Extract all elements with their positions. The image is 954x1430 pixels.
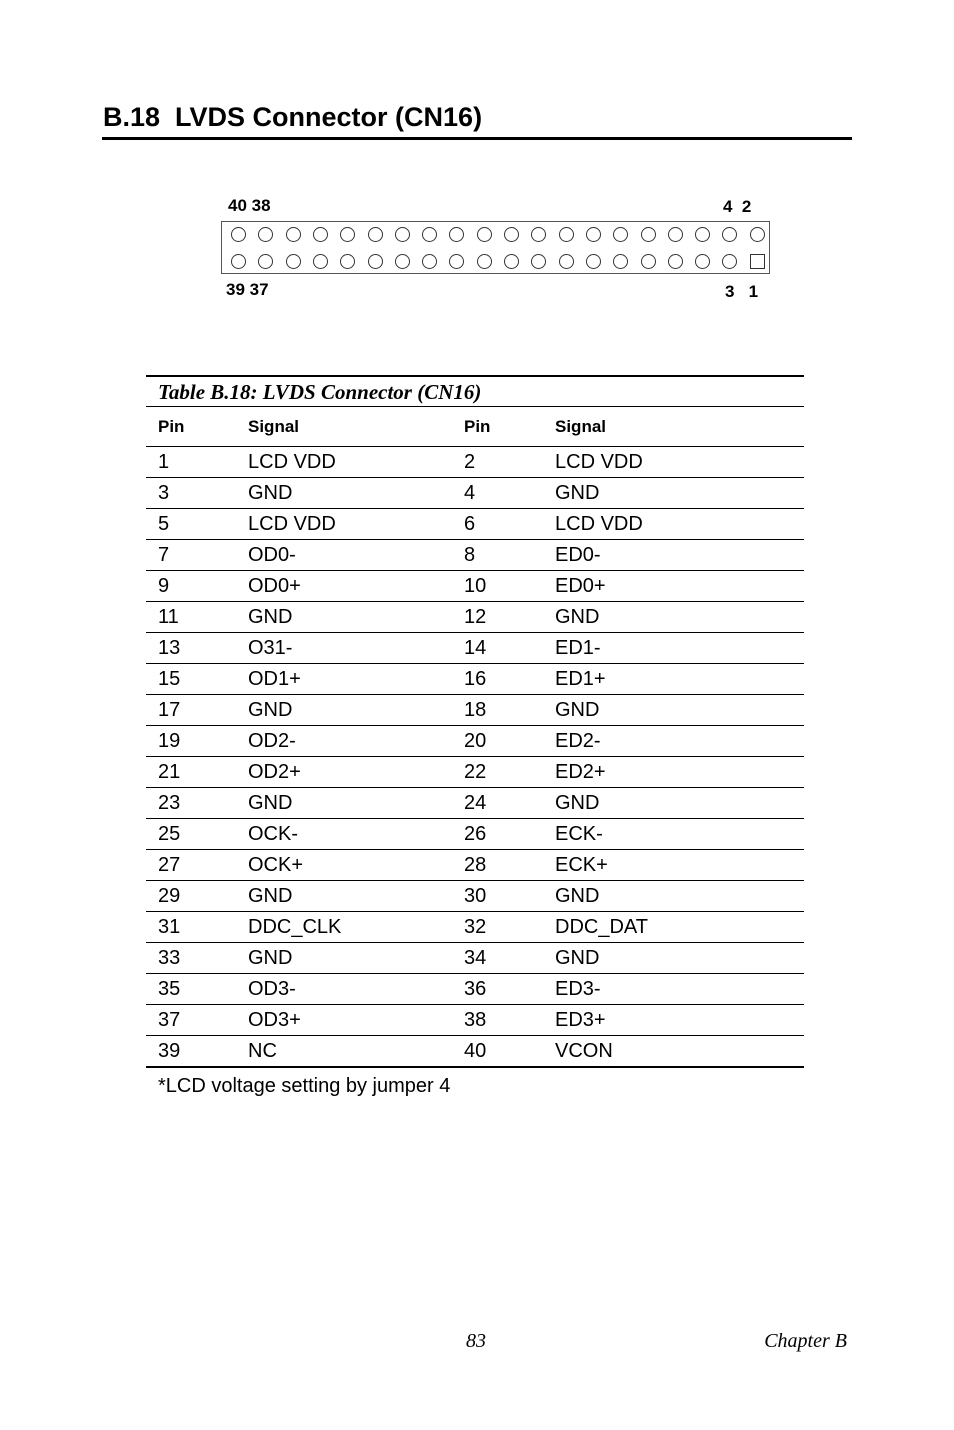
table-row xyxy=(146,850,804,881)
connector-pin xyxy=(340,254,355,269)
signal-name: GND xyxy=(236,943,452,974)
table-row xyxy=(146,974,804,1005)
pin-number: 34 xyxy=(452,943,543,974)
signal-name: ED1+ xyxy=(543,664,804,695)
table-row xyxy=(146,509,804,540)
pin-number: 13 xyxy=(146,633,236,664)
signal-name: DDC_CLK xyxy=(236,912,452,943)
pin-number: 33 xyxy=(146,943,236,974)
table-caption: Table B.18: LVDS Connector (CN16) xyxy=(146,375,804,407)
table-row xyxy=(146,447,804,478)
signal-name: ECK- xyxy=(543,819,804,850)
connector-pin xyxy=(668,227,683,242)
connector-pin xyxy=(641,227,656,242)
pin-table-container xyxy=(146,375,804,1068)
signal-name: ED0+ xyxy=(543,571,804,602)
pin-number: 15 xyxy=(146,664,236,695)
connector-pin xyxy=(395,254,410,269)
pin-number: 37 xyxy=(146,1005,236,1036)
pin-number: 9 xyxy=(146,571,236,602)
header-signal: Signal xyxy=(236,407,452,447)
connector-pin xyxy=(531,254,546,269)
connector-pin xyxy=(613,227,628,242)
signal-name: LCD VDD xyxy=(236,447,452,478)
signal-name: VCON xyxy=(543,1036,804,1068)
table-row xyxy=(146,664,804,695)
connector-pin xyxy=(258,254,273,269)
page-number: 83 xyxy=(466,1330,486,1352)
connector-pin xyxy=(286,227,301,242)
connector-body xyxy=(221,221,770,274)
connector-pin xyxy=(559,254,574,269)
signal-name: GND xyxy=(543,881,804,912)
signal-name: NC xyxy=(236,1036,452,1068)
top-left-pin-labels: 40 38 xyxy=(228,196,271,215)
signal-name: GND xyxy=(543,478,804,509)
connector-pin xyxy=(641,254,656,269)
table-row xyxy=(146,540,804,571)
signal-name: OD3- xyxy=(236,974,452,1005)
signal-name: GND xyxy=(236,602,452,633)
connector-pin xyxy=(231,227,246,242)
connector-pin xyxy=(477,227,492,242)
pin-number: 3 xyxy=(146,478,236,509)
connector-pin xyxy=(422,254,437,269)
signal-name: ECK+ xyxy=(543,850,804,881)
pin-number: 32 xyxy=(452,912,543,943)
pin-number: 28 xyxy=(452,850,543,881)
pin-number: 39 xyxy=(146,1036,236,1068)
connector-pin xyxy=(750,227,765,242)
signal-name: LCD VDD xyxy=(543,509,804,540)
connector-pin xyxy=(668,254,683,269)
connector-pin xyxy=(340,227,355,242)
pin-number: 6 xyxy=(452,509,543,540)
table-row xyxy=(146,881,804,912)
pin-number: 18 xyxy=(452,695,543,726)
table-row xyxy=(146,726,804,757)
signal-name: ED2- xyxy=(543,726,804,757)
signal-name: ED3- xyxy=(543,974,804,1005)
connector-pin xyxy=(313,254,328,269)
signal-name: ED0- xyxy=(543,540,804,571)
connector-pin xyxy=(449,254,464,269)
pin-number: 24 xyxy=(452,788,543,819)
pin-number: 40 xyxy=(452,1036,543,1068)
signal-name: OD3+ xyxy=(236,1005,452,1036)
table-row xyxy=(146,1005,804,1036)
table-row xyxy=(146,757,804,788)
bottom-right-pin-labels: 3 1 xyxy=(725,282,759,301)
table-row xyxy=(146,571,804,602)
connector-pin xyxy=(368,227,383,242)
connector-pin xyxy=(422,227,437,242)
connector-pin xyxy=(449,227,464,242)
signal-name: GND xyxy=(236,788,452,819)
signal-name: OD2- xyxy=(236,726,452,757)
connector-pin xyxy=(586,227,601,242)
signal-name: OD0- xyxy=(236,540,452,571)
table-row xyxy=(146,788,804,819)
signal-name: OD2+ xyxy=(236,757,452,788)
connector-pin xyxy=(368,254,383,269)
signal-name: DDC_DAT xyxy=(543,912,804,943)
table-row xyxy=(146,819,804,850)
pin-number: 31 xyxy=(146,912,236,943)
signal-name: GND xyxy=(236,881,452,912)
connector-pin xyxy=(504,254,519,269)
signal-name: ED1- xyxy=(543,633,804,664)
pin-number: 1 xyxy=(146,447,236,478)
signal-name: ED2+ xyxy=(543,757,804,788)
pin-number: 17 xyxy=(146,695,236,726)
signal-name: GND xyxy=(236,695,452,726)
table-row xyxy=(146,695,804,726)
pin-number: 4 xyxy=(452,478,543,509)
pin-number: 16 xyxy=(452,664,543,695)
pin-number: 38 xyxy=(452,1005,543,1036)
connector-pin xyxy=(695,227,710,242)
connector-pin xyxy=(258,227,273,242)
connector-pin xyxy=(395,227,410,242)
pin-number: 25 xyxy=(146,819,236,850)
connector-pin xyxy=(586,254,601,269)
connector-pin xyxy=(613,254,628,269)
table-row xyxy=(146,602,804,633)
header-pin: Pin xyxy=(146,407,236,447)
connector-pin xyxy=(531,227,546,242)
connector-pin xyxy=(722,227,737,242)
header-pin: Pin xyxy=(452,407,543,447)
table-row xyxy=(146,633,804,664)
signal-name: GND xyxy=(543,602,804,633)
connector-pin xyxy=(559,227,574,242)
table-row xyxy=(146,1036,804,1068)
signal-name: OCK+ xyxy=(236,850,452,881)
table-row xyxy=(146,943,804,974)
top-right-pin-labels: 4 2 xyxy=(723,197,752,216)
pin-number: 30 xyxy=(452,881,543,912)
pin-number: 19 xyxy=(146,726,236,757)
signal-name: GND xyxy=(543,943,804,974)
pin-number: 7 xyxy=(146,540,236,571)
signal-name: GND xyxy=(236,478,452,509)
chapter-label: Chapter B xyxy=(764,1330,847,1352)
signal-name: OD0+ xyxy=(236,571,452,602)
signal-name: OCK- xyxy=(236,819,452,850)
pin-number: 22 xyxy=(452,757,543,788)
pin-number: 2 xyxy=(452,447,543,478)
pin-number: 36 xyxy=(452,974,543,1005)
pin-number: 8 xyxy=(452,540,543,571)
table-row xyxy=(146,478,804,509)
bottom-left-pin-labels: 39 37 xyxy=(226,280,269,299)
header-signal: Signal xyxy=(543,407,804,447)
pin-number: 20 xyxy=(452,726,543,757)
table-row xyxy=(146,912,804,943)
table-header-row xyxy=(146,407,804,447)
pin-number: 21 xyxy=(146,757,236,788)
title-rule xyxy=(102,137,852,140)
signal-name: O31- xyxy=(236,633,452,664)
signal-name: GND xyxy=(543,695,804,726)
signal-name: LCD VDD xyxy=(543,447,804,478)
pin-number: 29 xyxy=(146,881,236,912)
pin-number: 10 xyxy=(452,571,543,602)
connector-pin xyxy=(286,254,301,269)
pin-number: 27 xyxy=(146,850,236,881)
connector-pin xyxy=(477,254,492,269)
section-title: B.18 LVDS Connector (CN16) xyxy=(103,102,483,132)
signal-name: OD1+ xyxy=(236,664,452,695)
pin-number: 14 xyxy=(452,633,543,664)
signal-name: ED3+ xyxy=(543,1005,804,1036)
connector-pin xyxy=(504,227,519,242)
pin-table xyxy=(146,407,804,1068)
pin-number: 26 xyxy=(452,819,543,850)
pin-number: 35 xyxy=(146,974,236,1005)
connector-pin xyxy=(231,254,246,269)
pin-number: 12 xyxy=(452,602,543,633)
connector-pin xyxy=(722,254,737,269)
pin-number: 23 xyxy=(146,788,236,819)
signal-name: LCD VDD xyxy=(236,509,452,540)
pin-1-square xyxy=(750,254,765,269)
pin-number: 5 xyxy=(146,509,236,540)
pin-number: 11 xyxy=(146,602,236,633)
connector-pin xyxy=(313,227,328,242)
signal-name: GND xyxy=(543,788,804,819)
table-note: *LCD voltage setting by jumper 4 xyxy=(158,1075,451,1097)
connector-pin xyxy=(695,254,710,269)
